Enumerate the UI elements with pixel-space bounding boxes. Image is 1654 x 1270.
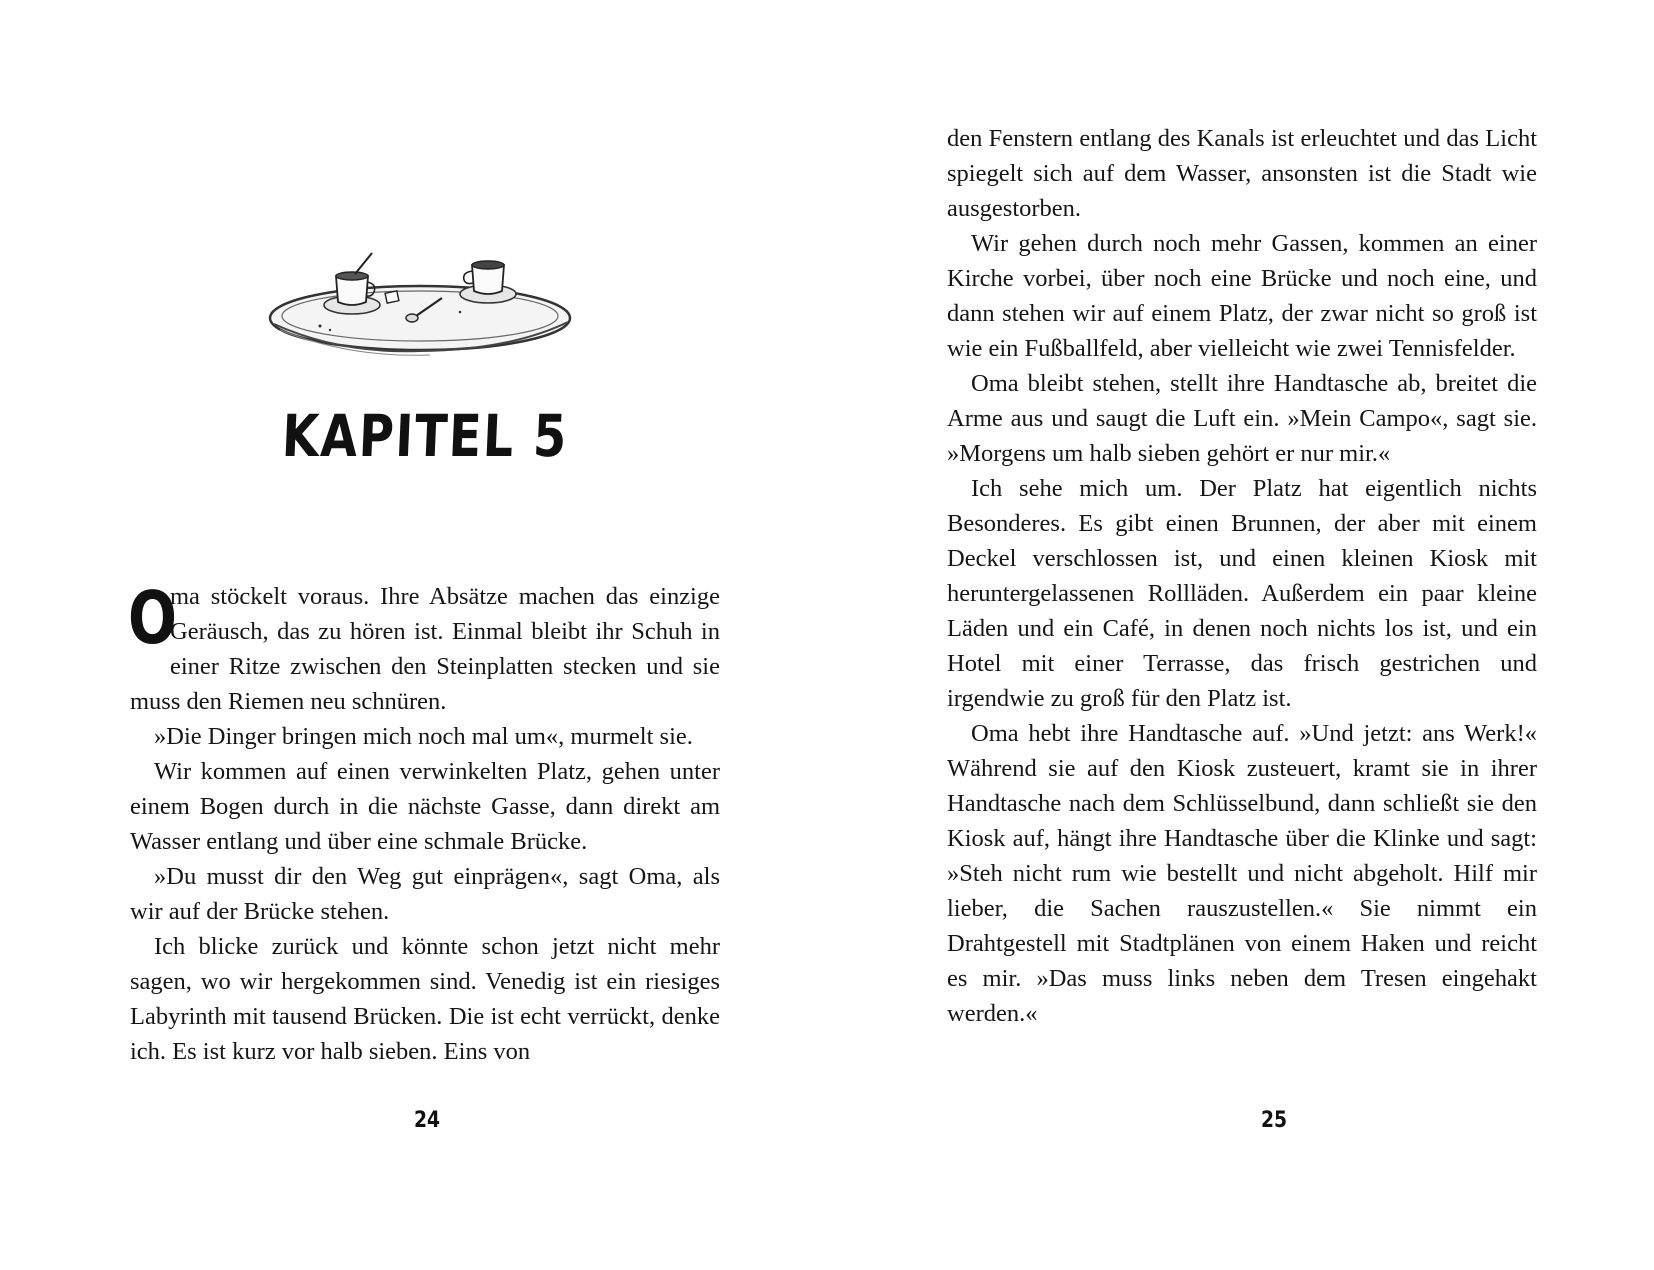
paragraph: Oma hebt ihre Handtasche auf. »Und jetzt: ans Werk!« Während sie auf den Kiosk zusteuert, kramt sie in ihrer Handtasche nach dem Schlüsselbund, dann schließt sie den Kiosk auf, hängt ihre Handtasche über die Klinke und sagt: »Steh nicht rum wie bestellt und nicht abgeholt. Hilf mir lieber, die Sachen rauszustellen.« Sie nimmt ein Drahtgestell mit Stadtplänen von einem Haken und reicht es mir. »Das muss links neben dem Tresen eingehakt werden.« [947, 720, 1537, 1027]
paragraph: »Die Dinger bringen mich noch mal um«, murmelt sie. [154, 723, 693, 750]
first-paragraph-text: ma stöckelt voraus. Ihre Absätze machen das einzige Geräusch, das zu hören ist. Einmal bleibt ihr Schuh in einer Ritze zwischen den Steinplatten stecken und sie muss den Riemen neu schnüren. [130, 583, 720, 715]
continuation-paragraph: den Fenstern entlang des Kanals ist erleuchtet und das Licht spiegelt sich auf dem Wasser, ansonsten ist die Stadt wie ausgestorben. [947, 125, 1537, 222]
page-number: 25 [1260, 1108, 1288, 1133]
right-page-body [947, 121, 1537, 1031]
paragraph: Ich blicke zurück und könnte schon jetzt nicht mehr sagen, wo wir hergekommen sind. Venedig ist ein riesiges Labyrinth mit tausend Brücken. Die ist echt verrückt, denke ich. Es ist kurz vor halb sieben. Eins von [130, 933, 720, 1065]
left-page-body [128, 576, 720, 1069]
paragraph: Oma bleibt stehen, stellt ihre Handtasche ab, breitet die Arme aus und saugt die Luft ein. »Mein Campo«, sagt sie. »Morgens um halb sieben gehört er nur mir.« [947, 370, 1537, 467]
drop-cap: O [128, 576, 177, 660]
paragraph: Ich sehe mich um. Der Platz hat eigentlich nichts Besonderes. Es gibt einen Brunnen, der aber mit einem Deckel verschlossen ist, und einen kleinen Kiosk mit heruntergelassenen Rollläden. Außerdem ein paar kleine Läden und ein Café, in denen noch nichts los ist, und ein Hotel mit einer Terrasse, das frisch gestrichen und irgendwie zu groß für den Platz ist. [947, 475, 1537, 712]
paragraph: »Du musst dir den Weg gut einprägen«, sagt Oma, als wir auf der Brücke stehen. [130, 863, 720, 925]
page-number: 24 [413, 1108, 441, 1133]
paragraph: Wir gehen durch noch mehr Gassen, kommen an einer Kirche vorbei, über noch eine Brücke und noch eine, und dann stehen wir auf einem Platz, der zwar nicht so groß ist wie ein Fußballfeld, aber vielleicht wie zwei Tennisfelder. [947, 230, 1537, 362]
first-paragraph [128, 576, 720, 719]
coffee-cups-on-tray-illustration [260, 250, 580, 360]
paragraph: Wir kommen auf einen verwinkelten Platz, gehen unter einem Bogen durch in die nächste Gasse, dann direkt am Wasser entlang und über eine schmale Brücke. [130, 758, 720, 855]
right-page [827, 0, 1654, 1270]
chapter-title: KAPITEL 5 [280, 402, 570, 470]
